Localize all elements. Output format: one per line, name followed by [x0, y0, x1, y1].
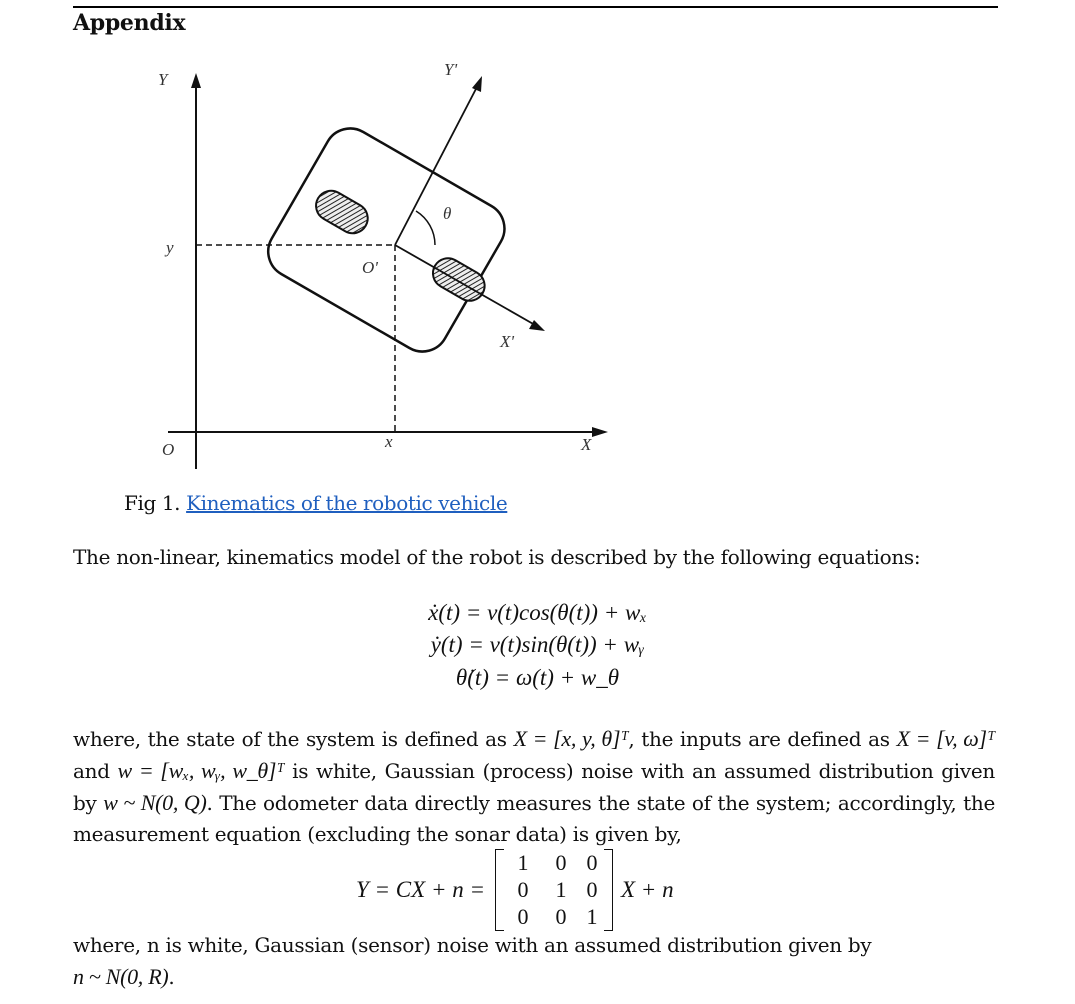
theta-arc: [416, 211, 435, 245]
caption-link[interactable]: Kinematics of the robotic vehicle: [186, 491, 508, 515]
process-noise-vector: w = [wₓ, wᵧ, w_θ]ᵀ: [117, 758, 285, 783]
noise-paragraph: where, n is white, Gaussian (sensor) noise with an assumed distribution given by n ~ N(0, R).: [73, 933, 872, 989]
x-prime-axis: [395, 245, 535, 325]
x-axis-arrow: [592, 427, 608, 437]
process-noise-distribution: w ~ N(0, Q): [103, 790, 207, 815]
left-wheel: [311, 185, 374, 238]
label-y: y: [166, 238, 174, 257]
measurement-rhs: X + n: [621, 877, 674, 902]
matrix-left-bracket: [495, 849, 504, 931]
caption-prefix: Fig 1.: [124, 491, 181, 515]
label-Y-prime: Y': [444, 60, 458, 79]
matrix-right-bracket: [604, 849, 613, 931]
label-x: x: [385, 432, 393, 451]
equation-x-dot: ẋ(t) = v(t)cos(θ(t)) + wₓ: [428, 600, 647, 625]
y-axis-arrow: [191, 73, 201, 88]
y-prime-arrow: [472, 76, 482, 92]
label-Y: Y: [158, 70, 168, 89]
y-prime-axis: [395, 85, 478, 245]
figure-caption: [124, 491, 507, 515]
equation-theta-dot: θ̇(t) = ω(t) + w_θ: [455, 665, 620, 690]
x-prime-arrow: [529, 320, 545, 331]
appendix-heading: Appendix: [73, 10, 186, 36]
label-O: O: [162, 440, 175, 459]
right-wheel: [427, 253, 490, 306]
intro-text: The non-linear, kinematics model of the robot is described by the following equations:: [73, 545, 921, 569]
equation-y-dot: ẏ(t) = v(t)sin(θ(t)) + wᵧ: [430, 632, 645, 657]
top-rule: [73, 6, 998, 8]
state-vector: X = [x, y, θ]ᵀ: [513, 726, 629, 751]
state-paragraph: where, the state of the system is defined as X = [x, y, θ]ᵀ, the inputs are defined as X = [v, ω]ᵀ and w = [wₓ, wᵧ, w_θ]ᵀ is white, Gaussian (process) noise with an assumed distribution given by w ~ N(0, Q). The odometer data directly measures the state of the system; accordingly, the measurement equation (excluding the sonar data) is given by,: [73, 726, 995, 846]
measurement-lhs: Y = CX + n =: [356, 877, 485, 902]
kinematics-figure: [140, 55, 620, 475]
label-theta: θ: [443, 204, 452, 223]
robot-body: [259, 119, 514, 361]
identity-matrix: 1 0 0 0 1 0 0 0 1: [517, 849, 598, 929]
sensor-noise-distribution: n ~ N(0, R): [73, 964, 169, 989]
label-O-prime: O': [362, 258, 378, 277]
label-X-prime: X': [500, 332, 515, 351]
measurement-equation: [356, 847, 674, 933]
input-vector: X = [v, ω]ᵀ: [896, 726, 995, 751]
label-X: X: [581, 435, 592, 454]
